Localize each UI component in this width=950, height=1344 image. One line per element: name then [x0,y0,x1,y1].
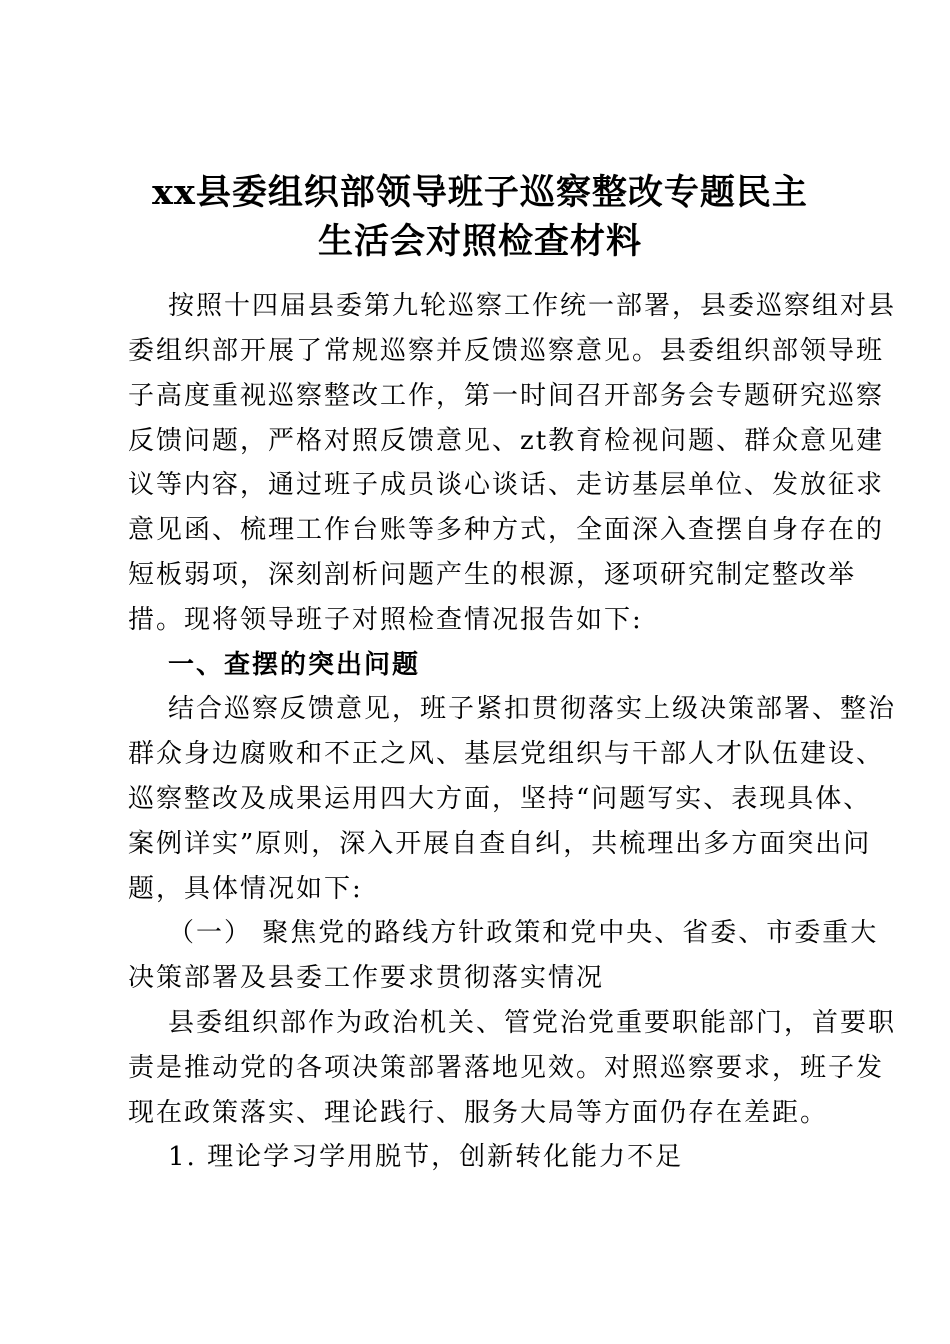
subsection-heading-line: （一） 聚焦党的路线方针政策和党中央、省委、市委重大 [168,918,879,948]
paragraph-line: 子高度重视巡察整改工作，第一时间召开部务会专题研究巡察 [128,381,885,411]
paragraph-line: 反馈问题，严格对照反馈意见、zt教育检视问题、群众意见建 [128,426,885,456]
subsection-heading-line: 决策部署及县委工作要求贯彻落实情况 [128,963,605,993]
paragraph-line: 巡察整改及成果运用四大方面，坚持“问题写实、表现具体、 [128,784,872,814]
document-title-line-2: 生活会对照检查材料 [317,221,642,262]
paragraph-line: 结合巡察反馈意见，班子紧扣贯彻落实上级决策部署、整治 [168,694,897,724]
paragraph-line: 意见函、梳理工作台账等多种方式，全面深入查摆自身存在的 [128,515,885,545]
paragraph-line: 群众身边腐败和不正之风、基层党组织与干部人才队伍建设、 [128,739,885,769]
numbered-item: 1. 理论学习学用脱节，创新转化能力不足 [168,1142,684,1172]
paragraph-line: 按照十四届县委第九轮巡察工作统一部署，县委巡察组对县 [168,291,897,321]
paragraph-line: 议等内容，通过班子成员谈心谈话、走访基层单位、发放征求 [128,470,885,500]
paragraph-line: 县委组织部作为政治机关、管党治党重要职能部门，首要职 [168,1008,897,1038]
document-title-line-1: xx县委组织部领导班子巡察整改专题民主 [152,172,808,213]
paragraph-line: 现在政策落实、理论践行、服务大局等方面仍存在差距。 [128,1098,829,1128]
paragraph-line: 案例详实”原则，深入开展自查自纠，共梳理出多方面突出问 [128,829,872,859]
paragraph-line: 委组织部开展了常规巡察并反馈巡察意见。县委组织部领导班 [128,336,885,366]
paragraph-line: 短板弱项，深刻剖析问题产生的根源，逐项研究制定整改举 [128,560,857,590]
paragraph-line: 责是推动党的各项决策部署落地见效。对照巡察要求，班子发 [128,1053,885,1083]
paragraph-line: 措。现将领导班子对照检查情况报告如下: [128,605,643,635]
section-heading: 一、查摆的突出问题 [168,650,421,680]
paragraph-line: 题，具体情况如下: [128,874,363,904]
